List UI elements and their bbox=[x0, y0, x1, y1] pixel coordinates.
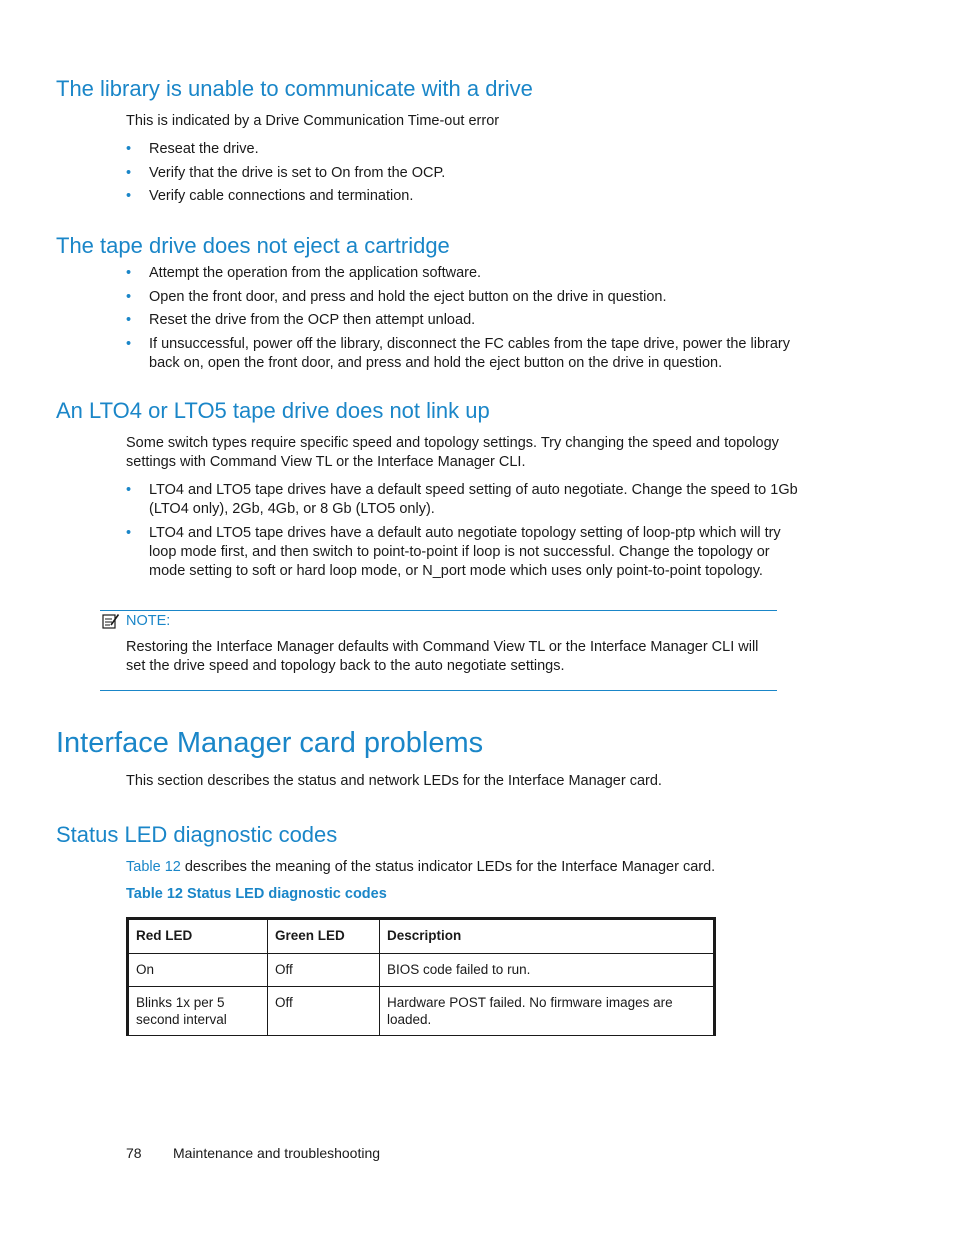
col-header-green-led: Green LED bbox=[268, 919, 380, 954]
table-cell: Off bbox=[268, 987, 380, 1036]
table-cell: Blinks 1x per 5 second interval bbox=[128, 987, 268, 1036]
list-item: • Reseat the drive. bbox=[126, 141, 259, 157]
status-led-intro: Table 12 describes the meaning of the status indicator LEDs for the Interface Manager card. bbox=[126, 859, 716, 875]
heading-link-up: An LTO4 or LTO5 tape drive does not link up bbox=[56, 398, 490, 423]
list-item: • Open the front door, and press and hold the eject button on the drive in question. bbox=[126, 288, 667, 305]
table-caption: Table 12 Status LED diagnostic codes bbox=[126, 886, 387, 902]
list-item: • Reset the drive from the OCP then attempt unload. bbox=[126, 312, 476, 328]
note-pad-icon bbox=[102, 613, 120, 629]
table-header-row bbox=[128, 919, 715, 954]
list-item: • Verify cable connections and termination. bbox=[126, 188, 414, 204]
bullet-icon: • bbox=[126, 141, 132, 157]
col-header-description: Description bbox=[380, 919, 715, 954]
bullet-icon: • bbox=[126, 164, 132, 181]
page-number: 78 bbox=[126, 1145, 142, 1161]
bullet-icon: • bbox=[126, 482, 132, 498]
heading-drive-communication: The library is unable to communicate with a drive bbox=[56, 76, 533, 101]
note-top-rule bbox=[100, 610, 777, 611]
note-text: Restoring the Interface Manager defaults with Command View TL or the Interface Manager CLI will set the drive speed and topology back to the auto negotiate settings. bbox=[126, 639, 759, 674]
note-bottom-rule bbox=[100, 690, 777, 691]
col-header-red-led: Red LED bbox=[128, 919, 268, 954]
eject-list bbox=[126, 264, 806, 373]
list-item: • LTO4 and LTO5 tape drives have a default auto negotiate topology setting of loop-ptp which will try loop mode first, and then switch to point-to-point if loop is not successful. Change the topology or mode setting to soft or hard loop mode, or N_port mode which uses only point-to-point topology. bbox=[126, 524, 781, 579]
list-item: • If unsuccessful, power off the library, disconnect the FC cables from the tape drive, power the library back on, open the front door, and press and hold the eject button on the drive in question. bbox=[126, 335, 790, 371]
list-item: • LTO4 and LTO5 tape drives have a default speed setting of auto negotiate. Change the speed to 1Gb (LTO4 only), 2Gb, 4Gb, or 8 Gb (LTO5 only). bbox=[126, 482, 798, 517]
bullet-icon: • bbox=[126, 265, 132, 281]
note-label: NOTE: bbox=[126, 613, 171, 629]
status-led-table bbox=[126, 917, 716, 1036]
footer-section-title: Maintenance and troubleshooting bbox=[173, 1145, 381, 1161]
bullet-icon: • bbox=[126, 188, 132, 204]
table-cell: On bbox=[128, 954, 268, 987]
interface-manager-intro: This section describes the status and network LEDs for the Interface Manager card. bbox=[126, 773, 662, 789]
bullet-icon: • bbox=[126, 288, 132, 305]
table-cell: Hardware POST failed. No firmware images are loaded. bbox=[380, 987, 715, 1036]
list-item: • Verify that the drive is set to On from the OCP. bbox=[126, 164, 446, 181]
drive-communication-intro: This is indicated by a Drive Communication Time-out error bbox=[126, 113, 500, 129]
heading-interface-manager: Interface Manager card problems bbox=[56, 727, 484, 759]
bullet-icon: • bbox=[126, 335, 132, 352]
heading-status-led: Status LED diagnostic codes bbox=[56, 822, 338, 847]
table-row bbox=[128, 954, 715, 987]
bullet-icon: • bbox=[126, 524, 132, 541]
table-12-link[interactable]: Table 12 bbox=[126, 859, 181, 875]
table-cell: Off bbox=[268, 954, 380, 987]
link-up-list bbox=[126, 481, 806, 581]
link-up-intro: Some switch types require specific speed and topology settings. Try changing the speed and topology settings with Command View TL or the Interface Manager CLI. bbox=[126, 435, 779, 470]
table-cell: BIOS code failed to run. bbox=[380, 954, 715, 987]
drive-communication-list bbox=[126, 140, 806, 206]
heading-eject: The tape drive does not eject a cartridge bbox=[56, 233, 450, 258]
bullet-icon: • bbox=[126, 312, 132, 328]
table-row bbox=[128, 987, 715, 1036]
list-item: • Attempt the operation from the application software. bbox=[126, 265, 482, 281]
